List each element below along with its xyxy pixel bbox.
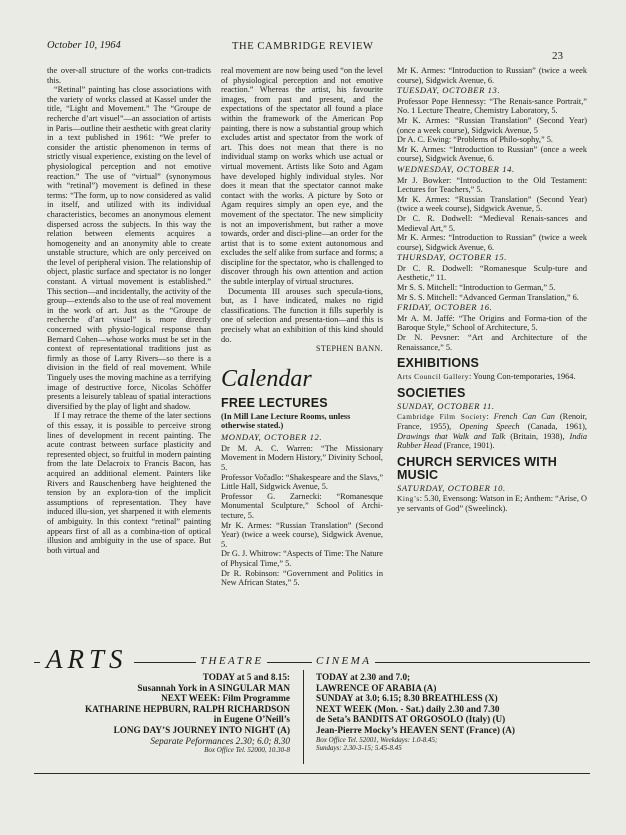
exhibition-text: : Young Con-temporaries, 1964.: [469, 372, 576, 382]
cinema-line: SUNDAY at 3.0; 6.15; 8.30 BREATHLESS (X): [316, 693, 498, 704]
society-entry: Cambridge Film Society: French Can Can (Renoir, France, 1955), Opening Speech (Canada, 1961), Drawings that Walk and Talk (Britain, 1938), India Rubber Head (France, 1901).: [397, 412, 588, 451]
lecture-entry: Professor Vočadlo: “Shakespeare and the Slavs,” Little Hall, Sidgwick Avenue, 5.: [221, 472, 383, 492]
calendar-column-3: [397, 66, 587, 514]
theatre-line: NEXT WEEK: Film Programme: [161, 693, 290, 704]
day-heading: SATURDAY, OCTOBER 10.: [397, 482, 506, 493]
article-column-2: [221, 66, 383, 588]
lecture-entry: Dr C. R. Dodwell: “Romanesque Sculp-ture and Aesthetic,” 11.: [397, 263, 587, 283]
cinema-box-office: Sundays: 2.30-3-15; 5.45-8.45: [316, 743, 402, 752]
film-title: India Rubber Head: [397, 431, 588, 451]
day-heading: WEDNESDAY, OCTOBER 14.: [397, 163, 515, 174]
theatre-line: KATHARINE HEPBURN, RALPH RICHARDSON: [84, 703, 290, 714]
author-signature: STEPHEN BANN.: [316, 344, 383, 354]
day-heading: MONDAY, OCTOBER 12.: [221, 432, 323, 443]
theatre-line: Separate Peformances 2.30; 6.0; 8.30: [150, 735, 290, 746]
lecture-entry: Dr N. Pevsner: “Art and Architecture of the Renaissance,” 5.: [397, 333, 587, 352]
theatre-line: in Eugene O’Neill’s: [213, 714, 290, 725]
lecture-entry: Dr R. Robinson: “Government and Politics in New African States,” 5.: [221, 568, 383, 588]
publication-title: THE CAMBRIDGE REVIEW: [232, 41, 374, 52]
lecture-entry: Professor Pope Hennessy: “The Renais-sance Portrait,” No. 1 Lecture Theatre, Chemistry Laboratory, 5.: [397, 96, 587, 116]
lecture-entry: Mr K. Armes: “Introduction to Russian” (twice a week course), Sidgwick Avenue, 6.: [397, 233, 587, 252]
lecture-entry: Dr C. R. Dodwell: “Medieval Renais-sances and Medieval Art,” 5.: [397, 213, 587, 233]
exhibition-venue: Arts Council Gallery: [397, 372, 469, 382]
lecture-entry: Professor G. Zarnecki: “Romanesque Monumental Sculpture,” School of Archi-tecture, 5.: [221, 491, 383, 520]
article-paragraph: “Retinal” painting has close associations with the variety of works classed at Kassel under the title, “Light and Movement.” The “Groupe de recherche d’art visuel”—an association of artists in Paris—outline their aesthetic with great clarity in a text published in 1961: “We prefer to consider the artistic phenomenon in terms of strictly visual experience, existing on the level of physiological perception and not emotive reaction.” The use of “virtual” (synonymous with “retinal”) movement is defined in these terms: “The form, up to now considered as valid in itself, and utilized with its individual characteristics, becomes an anonymous element dispersed across the subjects. In this way the relation between elements acquires a homogeneity and an anonymity able to create unstable structure, which are only perceived on the level of peripheral vision. The relationship of object, plastic surface and spectator is no longer constant. A virtual movement is established.” This section—and incidentally, the activity of the group—extends also to the use of real movement in the work of art. Just as the “Groupe de recherche d’art visuel” is more directly concerned with physio-logical response than Bernard Cohen—whose works must be set in the context of representational traditions just as firmly as those of Larry Rivers—so there is a division in the field of real movement. While Tinguely uses the moving machine as a terrifying image of destructive force, Nicolas Schöffer presents a leisurely tableau of spatial interactions diversified by the play of light and shadow.: [47, 85, 211, 411]
theatre-line: TODAY at 5 and 8.15:: [202, 672, 290, 682]
film-info: (Canada, 1961),: [527, 422, 587, 431]
lecture-entry: Mr K. Armes: “Introduction to Russian” (twice a week course), Sidgwick Avenue, 6.: [397, 66, 587, 85]
exhibitions-heading: EXHIBITIONS: [397, 356, 480, 371]
theatre-line: LONG DAY’S JOURNEY INTO NIGHT (A): [113, 724, 290, 735]
lecture-entry: Dr G. J. Whitrow: “Aspects of Time: The Nature of Physical Time,” 5.: [221, 549, 383, 568]
cinema-line: de Seta’s BANDITS AT ORGOSOLO (Italy) (U): [316, 714, 506, 725]
page-number: 23: [552, 50, 563, 62]
lecture-entry: Mr J. Bowker: “Introduction to the Old Testament: Lectures for Teachers,” 5.: [397, 175, 587, 195]
church-services-heading: CHURCH SERVICES WITH MUSIC: [397, 454, 558, 482]
cinema-line: NEXT WEEK (Mon. - Sat.) daily 2.30 and 7.30: [316, 703, 500, 714]
free-lectures-heading: FREE LECTURES: [221, 395, 328, 410]
lecture-entry: Mr K. Armes: “Russian Translation” (Second Year) (twice a week course), Sidgwick Avenue, 5.: [221, 520, 383, 549]
article-paragraph: If I may retrace the theme of the later sections of this essay, it is possible to perceive strong lines of development in recent painting. The acute contrast between surface plasticity and represented object, so fruitful in modern painting from the late Delacroix to Francis Bacon, has acquired an additional element. Painters like Rivers and Rauschenberg have heightened the tension by an explora-tion of the implicit assumptions of representation. They have induced illu-sion, yet sharpened it with elements of ambiguity. In this context “retinal” painting appears first of all as a combina-tion of optical illusion and ambiguity in the use of space. But both virtual and: [47, 411, 211, 555]
day-heading: TUESDAY, OCTOBER 13.: [397, 85, 501, 96]
header-date: October 10, 1964: [47, 40, 121, 51]
arts-title: ARTS: [40, 644, 134, 675]
theatre-label: THEATRE: [196, 655, 267, 667]
cinema-listing: [316, 672, 566, 752]
theatre-line: Susannah York in A SINGULAR MAN: [137, 682, 290, 693]
societies-heading: SOCIETIES: [397, 385, 466, 400]
article-column-1: [47, 66, 211, 555]
church-entry: [397, 494, 587, 513]
cinema-line: LAWRENCE OF ARABIA (A): [316, 682, 437, 693]
lecture-entry: Dr A. C. Ewing: “Problems of Philo-sophy,” 5.: [397, 135, 553, 145]
lecture-entry: Dr M. A. C. Warren: “The Missionary Movement in Modern History,” Divinity School, 5.: [221, 443, 383, 472]
article-paragraph: real movement are now being used “on the level of physiological perception and not emotive reaction.” Whereas the artist, his favourite images, from past and present, and the expectations of the spectator all found a place within the framework of the American Pop painting, there is now a substantial group which excludes artist and spectator from the work of art. This does not mean that there is no individual stamp on works which use actual or virtual movement. Artists like Soto and Agam have developed highly individual styles. Nor does it mean that the spectator cannot make contact with the works. A picture by Soto or Agam requires simply an open eye, and the movement of the spectator. The new simplicity is not an impoverishment, but rather a move towards, order and disci-pline—an order for the artist that is to some extent autonomous and excludes the self alike from surface and forms; a discipline for the spectator, who is challenged to discover through his own attention and action the subtle interplay of virtual structures.: [221, 66, 383, 287]
article-paragraph: the over-all structure of the works con-tradicts this.: [47, 66, 211, 85]
cinema-line: TODAY at 2.30 and 7.0;: [316, 672, 411, 682]
lecture-entry: Mr S. S. Mitchell: “Advanced German Translation,” 6.: [397, 292, 579, 302]
lecture-entry: Mr S. S. Mitchell: “Introduction to German,” 5.: [397, 283, 556, 293]
exhibition-entry: [397, 372, 587, 382]
lecture-entry: Mr K. Armes: “Russian Translation” (Second Year) (twice a week course), Sidgwick Avenue, 5.: [397, 194, 587, 214]
ad-bottom-rule: [34, 773, 590, 774]
film-title: Drawings that Walk and Talk: [397, 431, 506, 441]
lecture-entry: Mr K. Armes: “Russian Translation” (Second Year) (once a week course), Sidgwick Avenue, 5: [397, 115, 587, 135]
lectures-note: (In Mill Lane Lecture Rooms, unless otherwise stated.): [221, 411, 351, 431]
day-heading: THURSDAY, OCTOBER 15.: [397, 252, 508, 263]
film-title: French Can Can: [493, 412, 555, 422]
film-info: (Britain, 1938),: [510, 431, 565, 441]
article-paragraph: Documenta III arouses such specula-tions, but, as I have indicated, makes no rigid classifications. The function it fills superbly is one of selection and presenta-tion—and this is precisely what an exhibition of this kind should do.: [221, 286, 383, 344]
cinema-box-office: Box Office Tel. 52001, Weekdays: 1.0-8.45;: [316, 735, 438, 744]
lecture-entry: Mr K. Armes: “Introduction to Russian” (once a week course), Sidgwick Avenue, 6.: [397, 144, 587, 164]
church-text: : 5.30, Evensong: Watson in E; Anthem: “Arise, O ye servants of God” (Sweelinck).: [397, 494, 587, 513]
day-heading: FRIDAY, OCTOBER 16.: [397, 302, 493, 313]
cinema-line: Jean-Pierre Mocky’s HEAVEN SENT (France) (A): [316, 724, 515, 735]
society-venue: Cambridge Film Society: [397, 412, 487, 422]
ad-divider: [303, 670, 304, 764]
day-heading: SUNDAY, OCTOBER 11.: [397, 400, 495, 411]
calendar-title: Calendar: [221, 365, 312, 392]
film-title: Opening Speech: [459, 422, 520, 431]
film-info: (Renoir, France, 1955),: [397, 412, 587, 431]
film-info: (France, 1901).: [443, 441, 495, 451]
theatre-box-office: Box Office Tel. 52000, 10.30-8: [204, 746, 290, 755]
lecture-entry: Mr A. M. Jaffé: “The Origins and Forma-tion of the Baroque Style,” School of Architecture, 5.: [397, 313, 587, 333]
theatre-listing: [40, 672, 290, 754]
cinema-label: CINEMA: [312, 655, 375, 667]
church-venue: King’s: [397, 494, 420, 504]
